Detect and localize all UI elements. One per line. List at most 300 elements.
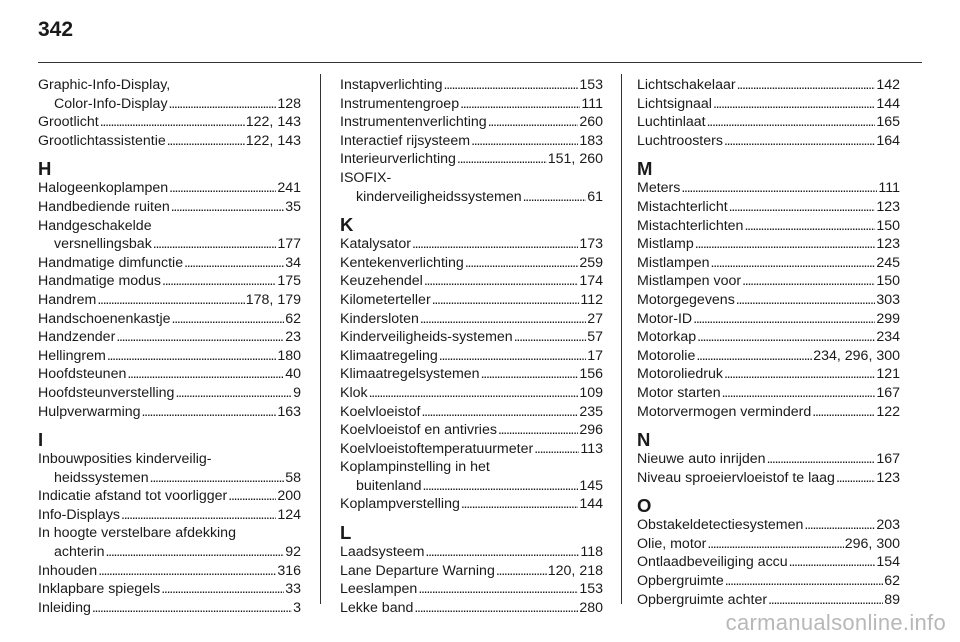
- page-number: 342: [38, 18, 74, 41]
- index-entry-page: 144: [579, 496, 603, 513]
- index-entry: [340, 150, 603, 169]
- dot-leader: [457, 150, 547, 169]
- index-entry-page: 153: [579, 77, 603, 93]
- index-entry-page: 164: [876, 132, 900, 149]
- dot-leader: [169, 95, 277, 114]
- column-divider: [621, 74, 622, 604]
- index-entry-term: Laadsysteem: [340, 544, 425, 561]
- index-entry-page: 9: [293, 384, 301, 401]
- index-entry-page: 316: [277, 562, 301, 579]
- index-entry: [38, 347, 301, 366]
- index-entry: [340, 132, 603, 151]
- index-entry-page: 123: [876, 236, 900, 253]
- index-entry: [38, 487, 301, 506]
- index-entry: [38, 198, 301, 217]
- index-entry: [38, 580, 301, 599]
- index-entry: [38, 543, 301, 562]
- index-entry-term: Handmatige dimfunctie: [38, 254, 184, 271]
- index-entry: [637, 572, 900, 591]
- index-entry-term: Opbergruimte: [637, 573, 724, 590]
- index-entry: [637, 179, 900, 198]
- dot-leader: [425, 543, 579, 562]
- index-entry: [637, 403, 900, 422]
- index-entry-term: Leeslampen: [340, 581, 418, 598]
- index-entry: [637, 328, 900, 347]
- section-letter: I: [38, 429, 44, 451]
- index-entry-term: Motorvermogen verminderd: [637, 403, 812, 420]
- index-entry: [38, 599, 301, 618]
- index-entry-term: Luchtinlaat: [637, 114, 706, 131]
- index-entry: [38, 179, 301, 198]
- index-entry-term: buitenland: [356, 477, 422, 494]
- index-entry: [637, 535, 900, 554]
- index-entry-page: 150: [876, 273, 900, 290]
- index-entry-term: Handrem: [38, 291, 97, 308]
- dot-leader: [713, 95, 875, 114]
- index-entry: [38, 254, 301, 273]
- dot-leader: [697, 328, 875, 347]
- index-entry-term: Klok: [340, 384, 368, 401]
- dot-leader: [742, 272, 875, 291]
- watermark: carmanualsonline.info: [725, 610, 946, 635]
- index-entry: [340, 440, 603, 459]
- index-entry-page: 113: [580, 440, 603, 457]
- index-entry-term: Hoofdsteunverstelling: [38, 384, 175, 401]
- index-entry-term: Instrumentenverlichting: [340, 114, 487, 131]
- index-entry-page: 111: [581, 95, 603, 112]
- dot-leader: [736, 291, 876, 310]
- index-entry-heading: Inbouwposities kinderveilig-: [38, 451, 212, 468]
- index-entry: [637, 591, 900, 610]
- dot-leader: [729, 198, 876, 217]
- dot-leader: [725, 572, 883, 591]
- index-entry-heading: In hoogte verstelbare afdekking: [38, 525, 236, 542]
- index-entry-page: 177: [277, 236, 301, 253]
- index-entry: [637, 272, 900, 291]
- index-entry: [340, 254, 603, 273]
- index-column-1: [38, 76, 301, 617]
- dot-leader: [498, 421, 578, 440]
- index-entry-term: Lichtschakelaar: [637, 77, 736, 93]
- index-entry-term: Halogeenkoplampen: [38, 180, 169, 197]
- index-entry: [637, 217, 900, 236]
- index-entry-page: 150: [876, 217, 900, 234]
- index-entry: [340, 421, 603, 440]
- index-entry-term: Handbediende ruiten: [38, 198, 170, 215]
- index-entry-term: Grootlicht: [38, 114, 99, 131]
- index-entry: [637, 254, 900, 273]
- index-entry-page: 178, 179: [245, 291, 301, 308]
- index-entry: [38, 291, 301, 310]
- index-entry-term: Mistlamp: [637, 236, 694, 253]
- index-entry: [340, 384, 603, 403]
- index-entry-page: 142: [876, 77, 900, 93]
- index-entry: [340, 543, 603, 562]
- dot-leader: [121, 506, 276, 525]
- index-entry-term: Kentekenverlichting: [340, 254, 464, 271]
- index-column-2: [340, 76, 603, 617]
- dot-leader: [744, 217, 875, 236]
- index-entry: [340, 580, 603, 599]
- dot-leader: [228, 487, 276, 506]
- dot-leader: [418, 580, 578, 599]
- index-entry-page: 121: [876, 366, 900, 383]
- index-entry-term: Olie, motor: [637, 535, 707, 552]
- section-letter: H: [38, 158, 52, 180]
- dot-leader: [107, 347, 277, 366]
- dot-leader: [161, 580, 284, 599]
- index-entry-page: 296: [579, 422, 603, 439]
- index-entry-term: Grootlichtassistentie: [38, 132, 166, 149]
- index-entry-term: Keuzehendel: [340, 273, 423, 290]
- index-entry-term: Instrumentengroep: [340, 95, 460, 112]
- index-entry-page: 235: [579, 403, 603, 420]
- index-entry: [637, 76, 900, 95]
- index-entry-page: 173: [579, 236, 603, 253]
- dot-leader: [461, 495, 578, 514]
- index-entry-page: 165: [876, 114, 900, 131]
- dot-leader: [171, 198, 284, 217]
- index-entry-page: 27: [587, 310, 603, 327]
- index-entry-term: achterin: [54, 544, 105, 561]
- index-entry-page: 245: [876, 254, 900, 271]
- dot-leader: [421, 403, 578, 422]
- dot-leader: [414, 599, 578, 618]
- index-entry: [637, 450, 900, 469]
- dot-leader: [836, 469, 875, 488]
- index-entry: [637, 347, 900, 366]
- index-entry: [637, 291, 900, 310]
- index-entry-page: 299: [876, 310, 900, 327]
- index-entry-page: 111: [878, 180, 900, 197]
- index-entry-page: 120, 218: [547, 562, 603, 579]
- index-entry-term: Kindersloten: [340, 310, 419, 327]
- index-entry-term: Lichtsignaal: [637, 95, 712, 112]
- dot-leader: [98, 562, 276, 581]
- index-entry-page: 260: [579, 114, 603, 131]
- index-entry-term: Koelvloeistof: [340, 403, 421, 420]
- dot-leader: [167, 132, 245, 151]
- index-entry-heading: Handgeschakelde: [38, 217, 152, 234]
- index-entry-term: heidssystemen: [54, 469, 149, 486]
- dot-leader: [724, 365, 875, 384]
- index-entry-page: 167: [876, 451, 900, 468]
- index-entry: [637, 365, 900, 384]
- dot-leader: [162, 272, 276, 291]
- dot-leader: [92, 599, 292, 618]
- index-entry-page: 92: [285, 544, 301, 561]
- index-entry: [340, 272, 603, 291]
- index-entry-page: 124: [277, 506, 301, 523]
- index-entry-term: Koplampverstelling: [340, 496, 460, 513]
- index-entry: [340, 477, 603, 496]
- index-entry-page: 128: [277, 95, 301, 112]
- index-entry-term: Kinderveiligheids-systemen: [340, 329, 513, 346]
- index-entry-term: Instapverlichting: [340, 77, 443, 93]
- dot-leader: [172, 310, 285, 329]
- index-entry-page: 123: [876, 469, 900, 486]
- dot-leader: [420, 310, 586, 329]
- dot-leader: [412, 235, 578, 254]
- index-entry-term: Klimaatregeling: [340, 347, 438, 364]
- index-entry: [38, 384, 301, 403]
- section-letter: O: [637, 495, 652, 517]
- index-entry-heading: Koplampinstelling in het: [340, 459, 490, 476]
- index-entry: [340, 599, 603, 618]
- index-entry-page: 62: [285, 310, 301, 327]
- index-entry-term: Motor starten: [637, 384, 721, 401]
- index-entry: [340, 235, 603, 254]
- index-entry-term: Lane Departure Warning: [340, 562, 495, 579]
- index-entry-term: Kilometerteller: [340, 291, 431, 308]
- index-entry-term: Inklapbare spiegels: [38, 581, 161, 598]
- index-entry-page: 3: [293, 599, 301, 616]
- index-entry-term: Mistlampen voor: [637, 273, 742, 290]
- dot-leader: [514, 328, 587, 347]
- index-entry-term: Handmatige modus: [38, 273, 162, 290]
- index-entry: [637, 384, 900, 403]
- dot-leader: [711, 254, 876, 273]
- index-entry-term: Mistachterlicht: [637, 198, 728, 215]
- index-entry-page: 234: [876, 329, 900, 346]
- dot-leader: [812, 403, 875, 422]
- index-entry: [340, 347, 603, 366]
- index-entry-term: Motorolie: [637, 347, 696, 364]
- index-entry: [38, 310, 301, 329]
- index-entry-term: Klimaatregelsystemen: [340, 366, 480, 383]
- dot-leader: [724, 132, 875, 151]
- index-entry-page: 151, 260: [547, 151, 603, 168]
- dot-leader: [150, 469, 285, 488]
- index-entry-page: 122, 143: [245, 114, 301, 131]
- index-entry: [340, 113, 603, 132]
- index-entry: [340, 76, 603, 95]
- index-entry-term: Hoofdsteunen: [38, 366, 127, 383]
- index-entry-page: 17: [587, 347, 603, 364]
- index-entry-term: Inleiding: [38, 599, 91, 616]
- dot-leader: [696, 347, 812, 366]
- index-entry: [340, 495, 603, 514]
- section-letter: L: [340, 522, 352, 544]
- index-entry: [38, 403, 301, 422]
- index-entry-page: 241: [277, 180, 301, 197]
- dot-leader: [789, 553, 876, 572]
- dot-leader: [523, 188, 587, 207]
- index-entry: [38, 113, 301, 132]
- index-entry-page: 200: [277, 488, 301, 505]
- index-entry: [637, 310, 900, 329]
- index-entry-term: Opbergruimte achter: [637, 591, 768, 608]
- dot-leader: [439, 347, 586, 366]
- index-entry: [38, 235, 301, 254]
- index-entry: [340, 562, 603, 581]
- index-entry-heading: ISOFIX-: [340, 169, 392, 186]
- index-entry-term: Koelvloeistof en antivries: [340, 422, 497, 439]
- dot-leader: [481, 365, 579, 384]
- index-entry: [38, 562, 301, 581]
- dot-leader: [422, 477, 578, 496]
- index-entry-page: 61: [587, 188, 603, 205]
- index-entry-page: 174: [579, 273, 603, 290]
- index-entry-term: Interactief rijsysteem: [340, 132, 471, 149]
- dot-leader: [707, 535, 843, 554]
- index-entry: [340, 403, 603, 422]
- index-entry: [38, 365, 301, 384]
- index-entry-term: Indicatie afstand tot voorligger: [38, 488, 228, 505]
- index-entry-term: versnellingsbak: [54, 236, 152, 253]
- index-entry: [38, 469, 301, 488]
- dot-leader: [693, 310, 875, 329]
- dot-leader: [444, 76, 579, 95]
- index-entry: [38, 272, 301, 291]
- section-letter: M: [637, 158, 653, 180]
- index-entry-term: Handschoenenkastje: [38, 310, 171, 327]
- index-entry-term: Motorgegevens: [637, 291, 735, 308]
- index-entry-page: 118: [580, 544, 603, 561]
- index-entry-page: 123: [876, 198, 900, 215]
- index-column-3: [637, 76, 900, 609]
- index-entry-term: Luchtroosters: [637, 132, 723, 149]
- index-entry-page: 40: [285, 366, 301, 383]
- index-entry-term: Motor-ID: [637, 310, 693, 327]
- dot-leader: [175, 384, 292, 403]
- index-entry-page: 167: [876, 384, 900, 401]
- index-entry-page: 57: [587, 329, 603, 346]
- index-entry-page: 175: [277, 273, 301, 290]
- index-entry: [38, 95, 301, 114]
- index-entry-page: 34: [285, 254, 301, 271]
- index-entry-term: Lekke band: [340, 599, 414, 616]
- index-entry-page: 23: [285, 329, 301, 346]
- index-entry: [340, 310, 603, 329]
- index-entry: [637, 198, 900, 217]
- index-entry-term: Obstakeldetectiesystemen: [637, 517, 804, 534]
- index-entry-page: 280: [579, 599, 603, 616]
- index-entry: [637, 235, 900, 254]
- index-entry-page: 154: [876, 554, 900, 571]
- dot-leader: [496, 562, 547, 581]
- dot-leader: [534, 440, 579, 459]
- index-entry-term: Interieurverlichting: [340, 151, 456, 168]
- index-entry-page: 203: [876, 517, 900, 534]
- index-entry: [637, 95, 900, 114]
- dot-leader: [105, 543, 284, 562]
- index-entry: [340, 95, 603, 114]
- index-entry-term: Hellingrem: [38, 347, 106, 364]
- dot-leader: [471, 132, 578, 151]
- section-letter: K: [340, 214, 354, 236]
- index-entry-page: 163: [277, 403, 301, 420]
- index-entry-term: Mistachterlichten: [637, 217, 744, 234]
- index-entry: [637, 132, 900, 151]
- dot-leader: [369, 384, 579, 403]
- dot-leader: [142, 403, 277, 422]
- index-entry-page: 145: [579, 477, 603, 494]
- index-entry: [340, 365, 603, 384]
- index-entry-term: Mistlampen: [637, 254, 710, 271]
- index-entry-page: 62: [884, 573, 900, 590]
- dot-leader: [681, 179, 877, 198]
- dot-leader: [153, 235, 277, 254]
- dot-leader: [737, 76, 876, 95]
- dot-leader: [184, 254, 284, 273]
- index-entry: [340, 188, 603, 207]
- index-entry-page: 153: [579, 581, 603, 598]
- index-entry-page: 35: [285, 198, 301, 215]
- index-entry-page: 89: [884, 591, 900, 608]
- index-entry-term: Meters: [637, 180, 681, 197]
- dot-leader: [695, 235, 876, 254]
- index-entry-term: Color-Info-Display: [54, 95, 168, 112]
- index-entry-term: Inhouden: [38, 562, 98, 579]
- index-entry: [637, 113, 900, 132]
- index-entry: [637, 553, 900, 572]
- index-entry: [38, 506, 301, 525]
- index-entry-page: 259: [579, 254, 603, 271]
- index-entry-page: 144: [876, 95, 900, 112]
- index-entry-page: 112: [580, 291, 603, 308]
- dot-leader: [767, 450, 876, 469]
- index-entry-page: 180: [277, 347, 301, 364]
- dot-leader: [169, 179, 276, 198]
- index-entry-page: 122: [876, 403, 900, 420]
- index-entry-term: Katalysator: [340, 236, 411, 253]
- header-rule: [38, 62, 922, 63]
- index-entry-page: 156: [579, 366, 603, 383]
- index-entry: [340, 328, 603, 347]
- index-entry-term: Motoroliedruk: [637, 366, 723, 383]
- index-entry: [340, 291, 603, 310]
- index-entry: [637, 516, 900, 535]
- index-entry-page: 122, 143: [245, 132, 301, 149]
- section-letter: N: [637, 429, 651, 451]
- dot-leader: [465, 254, 579, 273]
- index-entry-page: 58: [285, 469, 301, 486]
- index-entry: [38, 328, 301, 347]
- dot-leader: [804, 516, 875, 535]
- index-entry-page: 234, 296, 300: [813, 347, 900, 364]
- index-entry-page: 303: [876, 291, 900, 308]
- index-entry-page: 296, 300: [844, 535, 900, 552]
- dot-leader: [97, 291, 244, 310]
- index-entry-page: 33: [285, 581, 301, 598]
- index-entry-term: Koelvloeistoftemperatuurmeter: [340, 440, 534, 457]
- index-entry-page: 183: [579, 132, 603, 149]
- dot-leader: [768, 591, 883, 610]
- dot-leader: [100, 113, 245, 132]
- index-entry-term: kinderveiligheidssystemen: [356, 188, 522, 205]
- index-entry: [637, 469, 900, 488]
- index-entry-term: Nieuwe auto inrijden: [637, 451, 766, 468]
- index-entry: [38, 132, 301, 151]
- dot-leader: [460, 95, 580, 114]
- index-entry-term: Motorkap: [637, 329, 697, 346]
- index-entry-term: Info-Displays: [38, 506, 121, 523]
- column-divider: [320, 74, 321, 604]
- dot-leader: [127, 365, 284, 384]
- index-entry-term: Hulpverwarming: [38, 403, 141, 420]
- dot-leader: [707, 113, 876, 132]
- dot-leader: [116, 328, 284, 347]
- index-entry-term: Ontlaadbeveiliging accu: [637, 554, 788, 571]
- index-entry-term: Niveau sproeiervloeistof te laag: [637, 469, 835, 486]
- index-entry-term: Handzender: [38, 329, 116, 346]
- dot-leader: [722, 384, 876, 403]
- dot-leader: [424, 272, 578, 291]
- index-entry-page: 109: [579, 384, 603, 401]
- dot-leader: [488, 113, 579, 132]
- dot-leader: [432, 291, 580, 310]
